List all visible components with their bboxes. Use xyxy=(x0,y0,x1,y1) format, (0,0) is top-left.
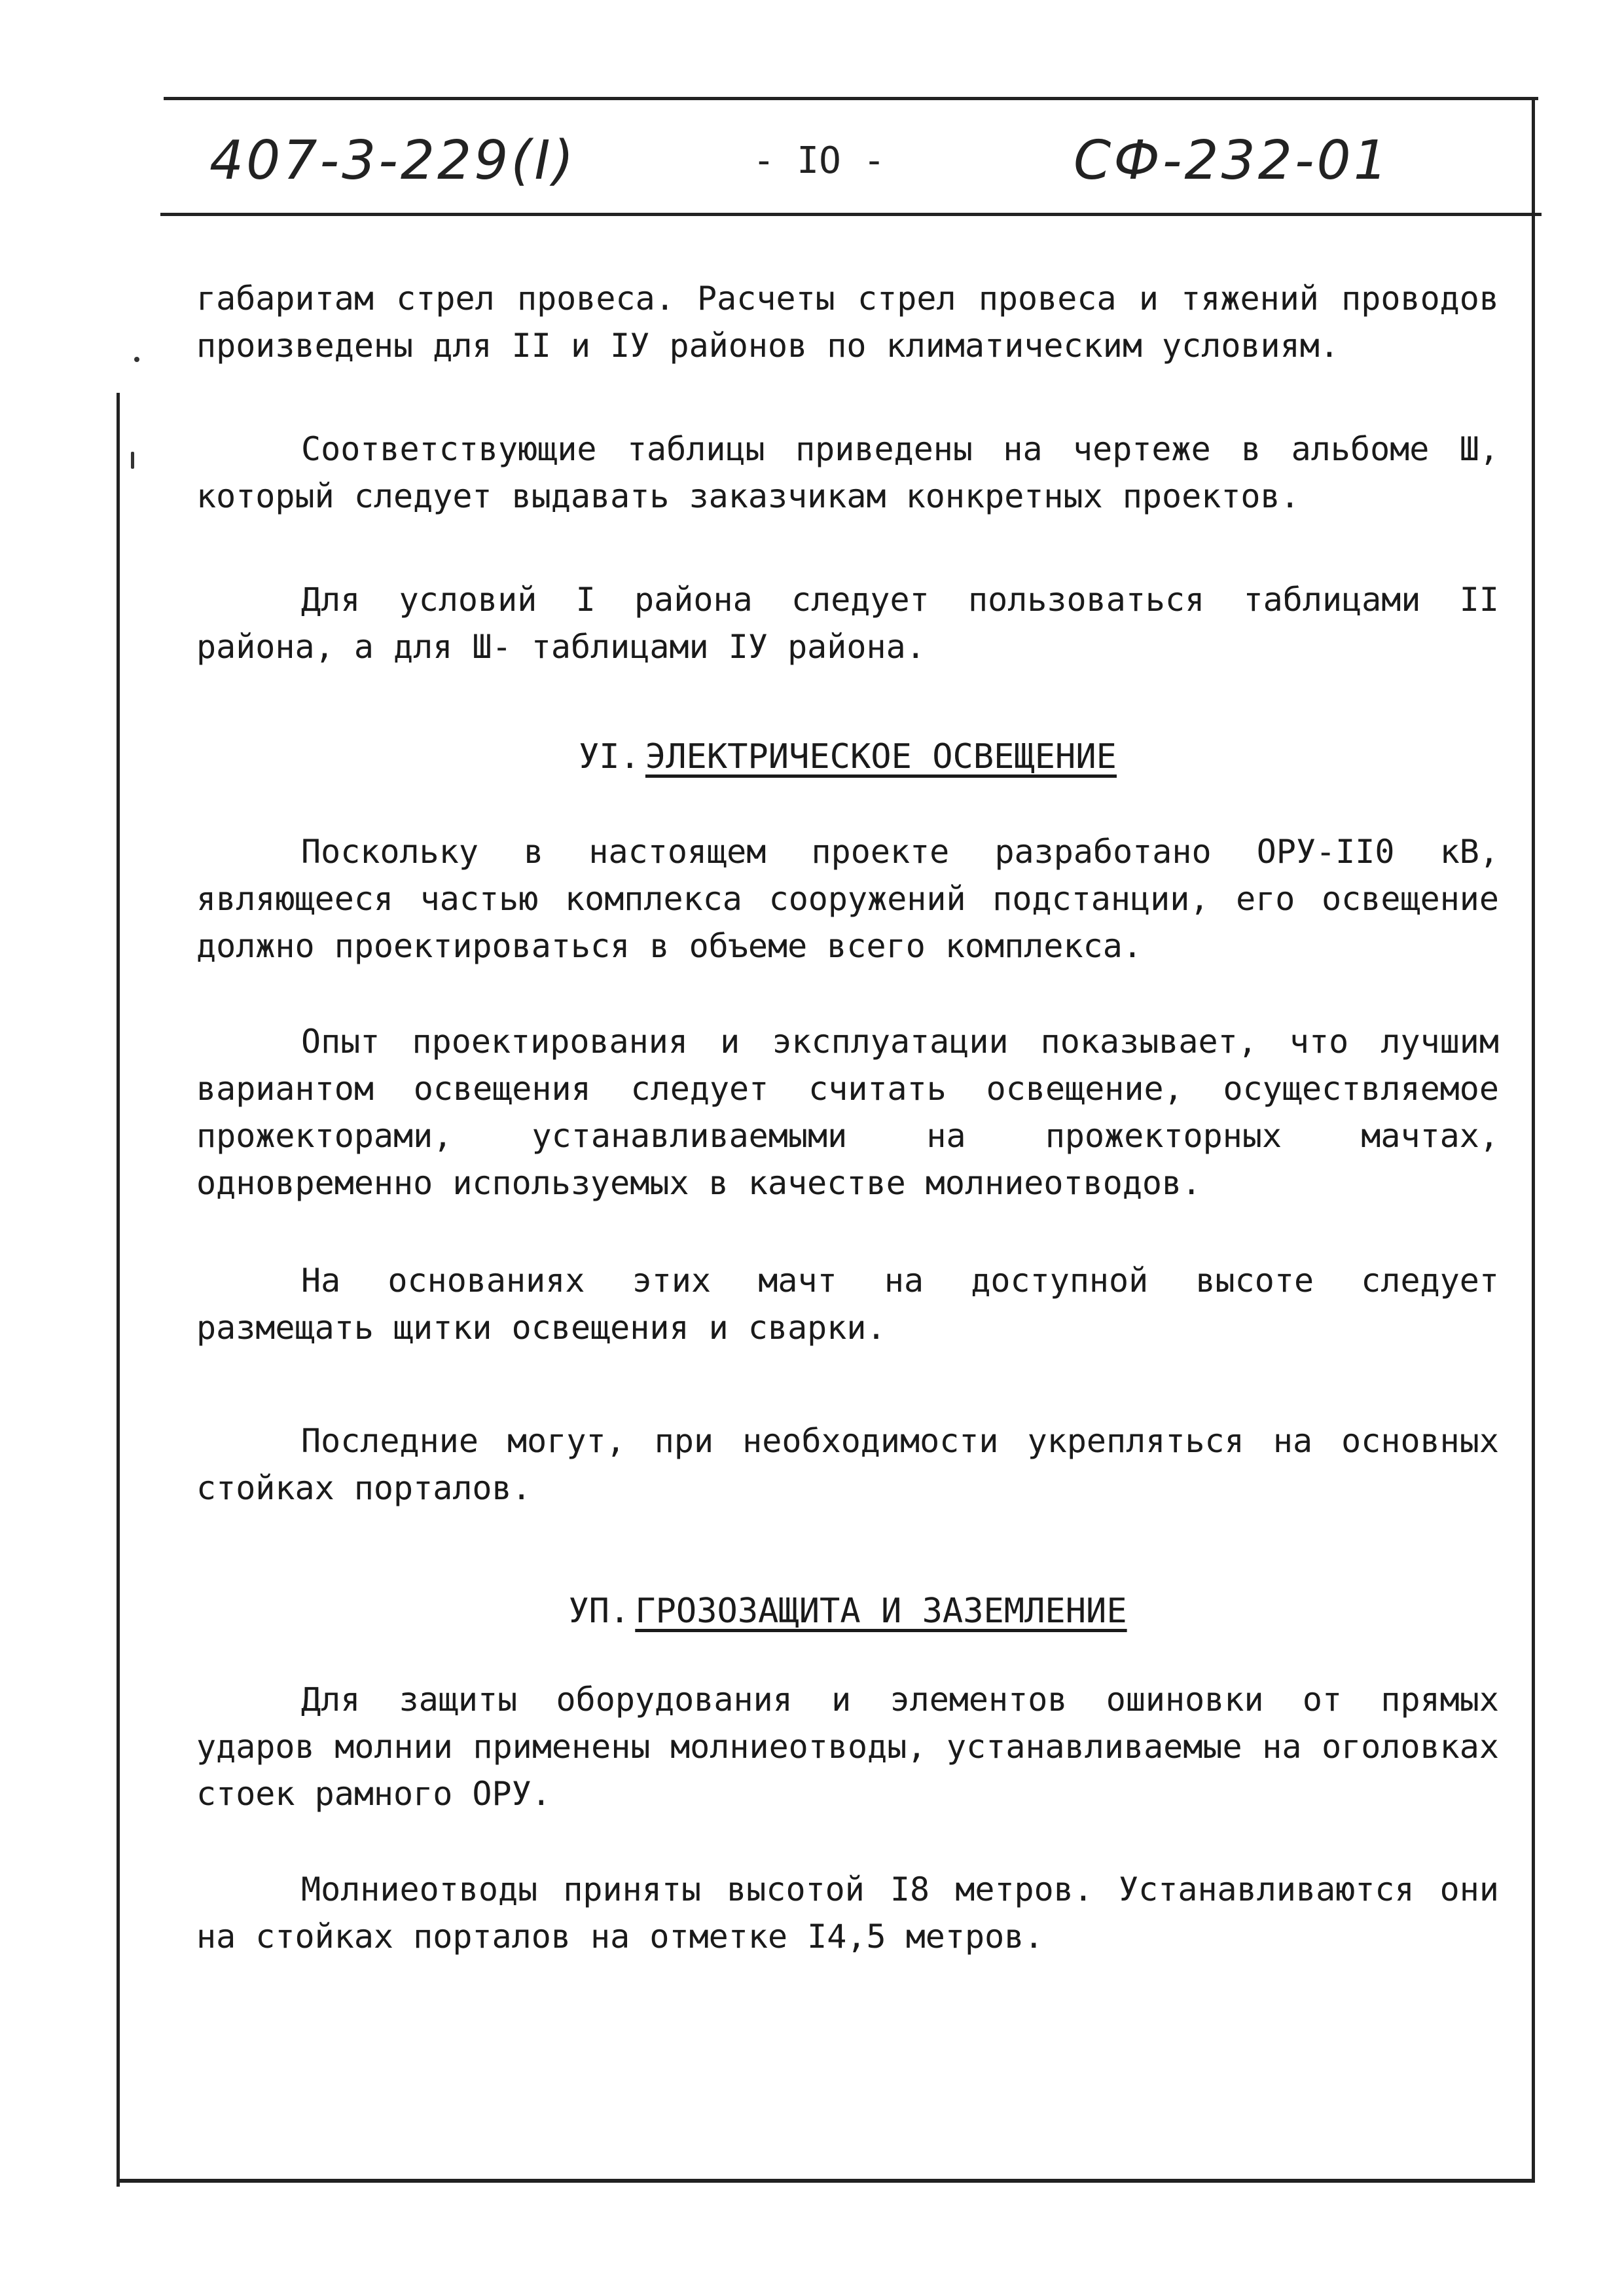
paragraph-5: Опыт проектирования и эксплуатации показывает, что лучшим вариантом освещения следует считать освещение, осуществляемое прожекторами, устанавливаемыми на прожекторных мачтах, одновременно используемых в качестве молниеотводов. xyxy=(196,1023,1499,1202)
page-number: - IO - xyxy=(753,139,886,182)
paragraph-4: Поскольку в настоящем проекте разработано ОРУ-II0 кВ, являющееся частью комплекса сооружений подстанции, его освещение должно проектироваться в объеме всего комплекса. xyxy=(196,833,1499,965)
paragraph-2: Соответствующие таблицы приведены на чертеже в альбоме Ш, который следует выдавать заказчикам конкретных проектов. xyxy=(196,430,1499,515)
document-code: 407-3-229(I) xyxy=(209,129,577,192)
section-7-number: УП. xyxy=(568,1592,630,1631)
section-7-title: ГРОЗОЗАЩИТА И ЗАЗЕМЛЕНИЕ xyxy=(635,1592,1127,1631)
scan-speck xyxy=(134,357,139,362)
frame-right-line xyxy=(1532,97,1535,2182)
paragraph-8: Для защиты оборудования и элементов ошиновки от прямых ударов молнии применены молниеотводы, устанавливаемые на оголовках стоек рамного ОРУ. xyxy=(196,1681,1499,1813)
section-6-title: ЭЛЕКТРИЧЕСКОЕ ОСВЕЩЕНИЕ xyxy=(645,737,1117,776)
frame-top-line xyxy=(164,97,1538,100)
paragraph-3: Для условий I района следует пользоваться таблицами II района, а для Ш- таблицами IУ района. xyxy=(196,581,1499,666)
paragraph-9: Молниеотводы приняты высотой I8 метров. Устанавливаются они на стойках порталов на отметке I4,5 метров. xyxy=(196,1870,1499,1956)
scan-speck xyxy=(131,452,134,469)
frame-bottom-line xyxy=(117,2179,1535,2183)
header-divider-line xyxy=(160,213,1542,216)
section-7-heading xyxy=(196,1588,1499,1635)
series-code: СФ-232-01 xyxy=(1074,129,1390,192)
section-6-number: УI. xyxy=(579,737,640,776)
paragraph-6: На основаниях этих мачт на доступной высоте следует размещать щитки освещения и сварки. xyxy=(196,1262,1499,1347)
paragraph-7: Последние могут, при необходимости укрепляться на основных стойках порталов. xyxy=(196,1422,1499,1507)
paragraph-1: габаритам стрел провеса. Расчеты стрел провеса и тяжений проводов произведены для II и IУ районов по климатическим условиям. xyxy=(196,280,1499,365)
section-6-heading xyxy=(196,733,1499,780)
frame-left-line xyxy=(117,393,120,2187)
